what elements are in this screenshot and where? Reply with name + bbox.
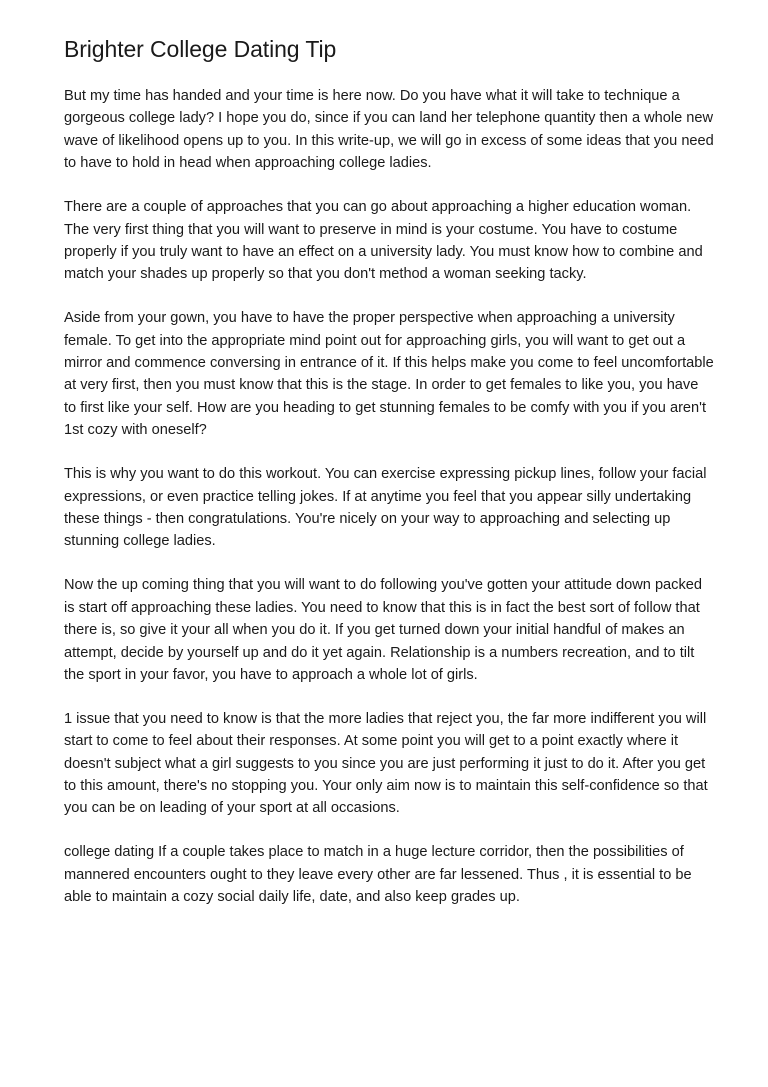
paragraph-5: Now the up coming thing that you will want to do following you've gotten your attitude down packed is start off approaching these ladies. You need to know that this is in fact the best sort of follow that there is, so give it your all when you do it. If you get turned down your initial handful of makes an attempt, decide by yourself up and do it yet again. Relationship is a numbers recreation, and to tilt the sport in your favor, you have to approach a whole lot of girls. [64,577,702,683]
paragraph-6: 1 issue that you need to know is that the more ladies that reject you, the far more indifferent you will start to come to feel about their responses. At some point you will get to a point exactly where it doesn't subject what a girl suggests to you since you are just performing it just to do it. After you get to this amount, there's no stopping you. Your only aim now is to maintain this self-confidence so that you can be on leading of your sport at all occasions. [64,710,708,817]
paragraph-1: But my time has handed and your time is here now. Do you have what it will take to technique a gorgeous college lady? I hope you do, since if you can land her telephone quantity then a whole new wave of likelihood opens up to you. In this write-up, we will go in excess of some ideas that you need to have to hold in head when approaching college ladies. [64,88,714,172]
paragraph-7: college dating If a couple takes place to match in a huge lecture corridor, then the possibilities of mannered encounters ought to they leave every other are far lessened. Thus , it is essential to be able to maintain a cozy social daily life, date, and also keep grades up. [64,844,692,906]
paragraph-4: This is why you want to do this workout. You can exercise expressing pickup lines, follow your facial expressions, or even practice telling jokes. If at anytime you feel that you appear silly undertaking these things - then congratulations. You're nicely on your way to approaching and selecting up stunning college ladies. [64,466,707,550]
document-title: Brighter College Dating Tip [64,36,337,62]
paragraph-3: Aside from your gown, you have to have the proper perspective when approaching a university female. To get into the appropriate mind point out for approaching girls, you will want to get out a mirror and commence conversing in entrance of it. If this helps make you come to feel uncomfortable at very first, then you must know that this is the stage. In order to get females to like you, you have to first like your self. How are you heading to get stunning females to be comfy with you if you aren't 1st cozy with oneself? [64,310,714,439]
paragraph-2: There are a couple of approaches that you can go about approaching a higher education woman. The very first thing that you will want to preserve in mind is your costume. You have to costume properly if you truly want to have an effect on a university lady. You must know how to combine and match your shades up properly so that you don't method a woman seeking tacky. [64,199,703,283]
document-page [64,34,714,909]
